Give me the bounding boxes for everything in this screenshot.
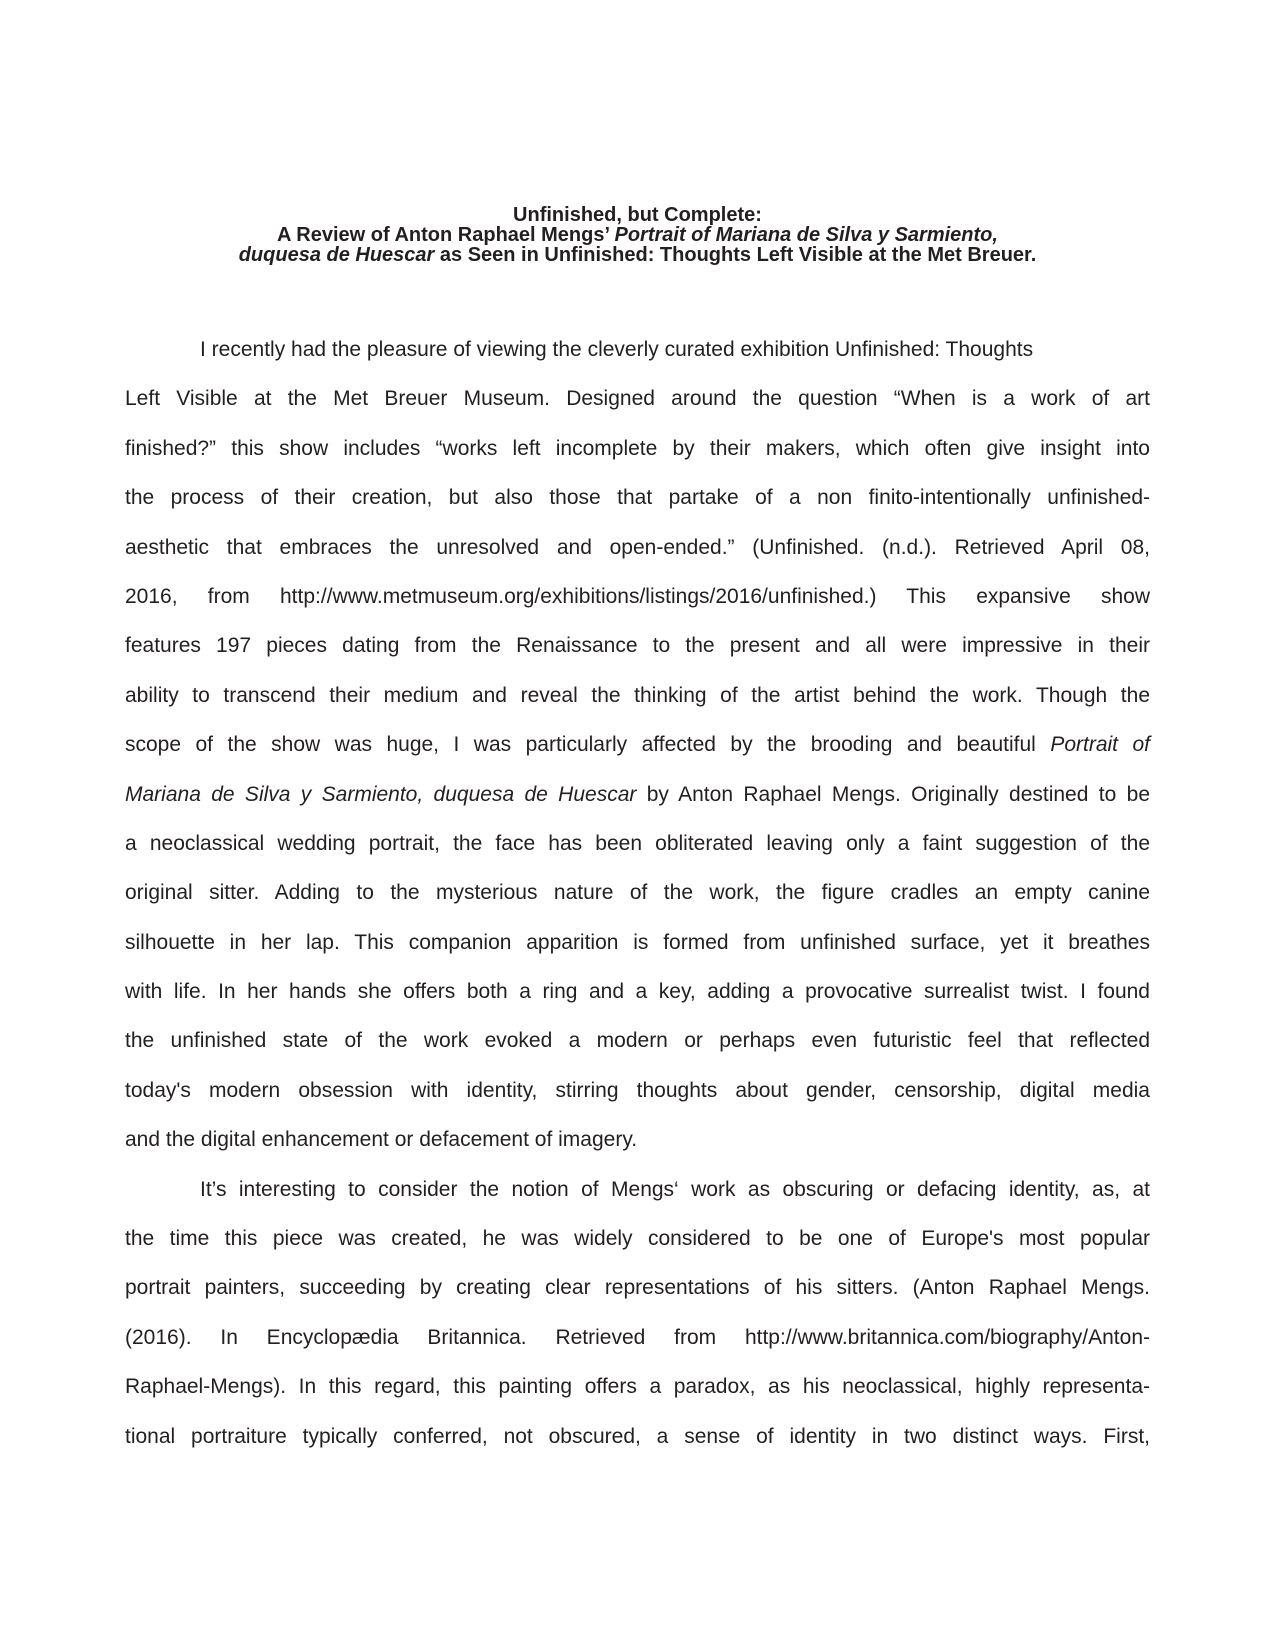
line-text: by Anton Raphael Mengs. Originally destined to be <box>636 782 1150 806</box>
title-artwork-name-cont: duquesa de Huescar <box>238 244 435 266</box>
paragraph-1-line: Left Visible at the Met Breuer Museum. Designed around the question “When is a work of art <box>125 387 1150 411</box>
paragraph-1-line: I recently had the pleasure of viewing the cleverly curated exhibition Unfinished: Thoughts <box>200 338 1034 361</box>
title-line-1: Unfinished, but Complete: <box>513 204 762 226</box>
artwork-title-italic: Mariana de Silva y Sarmiento, duquesa de Huescar <box>125 782 637 806</box>
paragraph-2-line: portrait painters, succeeding by creating clear representations of his sitters. (Anton Raphael Mengs. <box>125 1276 1150 1300</box>
artwork-title-italic: Portrait of <box>1050 733 1150 757</box>
paragraph-1-line: a neoclassical wedding portrait, the face has been obliterated leaving only a faint suggestion of the <box>125 831 1150 855</box>
paragraph-1-line <box>125 720 1150 769</box>
title-artwork-name: Portrait of Mariana de Silva y Sarmiento, <box>614 224 998 246</box>
paragraph-1-line: 2016, from http://www.metmuseum.org/exhibitions/listings/2016/unfinished.) This expansive show <box>125 584 1150 608</box>
paragraph-1-line: silhouette in her lap. This companion apparition is formed from unfinished surface, yet it breathes <box>125 930 1150 954</box>
paragraph-1-last-line: and the digital enhancement or defacement of imagery. <box>125 1128 638 1152</box>
title-line-3-text: as Seen in Unfinished: Thoughts Left Visible at the Met Breuer. <box>434 244 1037 266</box>
paragraph-2-line: (2016). In Encyclopædia Britannica. Retrieved from http://www.britannica.com/biography/Anton- <box>125 1325 1150 1349</box>
paragraph-2-line: It’s interesting to consider the notion of Mengs‘ work as obscuring or defacing identity, as, at <box>200 1177 1150 1201</box>
paragraph-2-line: tional portraiture typically conferred, not obscured, a sense of identity in two distinct ways. First, <box>125 1424 1150 1448</box>
paragraph-1-line: today's modern obsession with identity, stirring thoughts about gender, censorship, digital media <box>125 1078 1150 1102</box>
title-line-2-text: A Review of Anton Raphael Mengs’ <box>277 224 615 246</box>
paragraph-1-line: the process of their creation, but also those that partake of a non finito-intentionally unfinished- <box>125 486 1150 510</box>
paragraph-2-line: the time this piece was created, he was widely considered to be one of Europe's most popular <box>125 1227 1150 1251</box>
paragraph-1-line: the unfinished state of the work evoked a modern or perhaps even futuristic feel that reflected <box>125 1029 1150 1053</box>
title-line-2 <box>125 225 1150 245</box>
body-text <box>125 325 1150 1461</box>
line-text: scope of the show was huge, I was particularly affected by the brooding and beautiful <box>125 733 1051 757</box>
paragraph-1-line <box>125 770 1150 819</box>
paragraph-1-line: ability to transcend their medium and reveal the thinking of the artist behind the work. Though the <box>125 683 1150 707</box>
paragraph-1-line: original sitter. Adding to the mysterious nature of the work, the figure cradles an empty canine <box>125 881 1150 905</box>
title-line-3 <box>125 245 1150 265</box>
paragraph-1-line: aesthetic that embraces the unresolved and open-ended.” (Unfinished. (n.d.). Retrieved April 08, <box>125 535 1150 559</box>
paragraph-1-line: finished?” this show includes “works left incomplete by their makers, which often give insight into <box>125 436 1150 460</box>
document-title <box>125 205 1150 265</box>
paragraph-1-line: with life. In her hands she offers both a ring and a key, adding a provocative surrealist twist. I found <box>125 980 1150 1004</box>
paragraph-2-line: Raphael-Mengs). In this regard, this painting offers a paradox, as his neoclassical, highly representa- <box>125 1375 1150 1399</box>
paragraph-1-line: features 197 pieces dating from the Renaissance to the present and all were impressive in their <box>125 634 1150 658</box>
